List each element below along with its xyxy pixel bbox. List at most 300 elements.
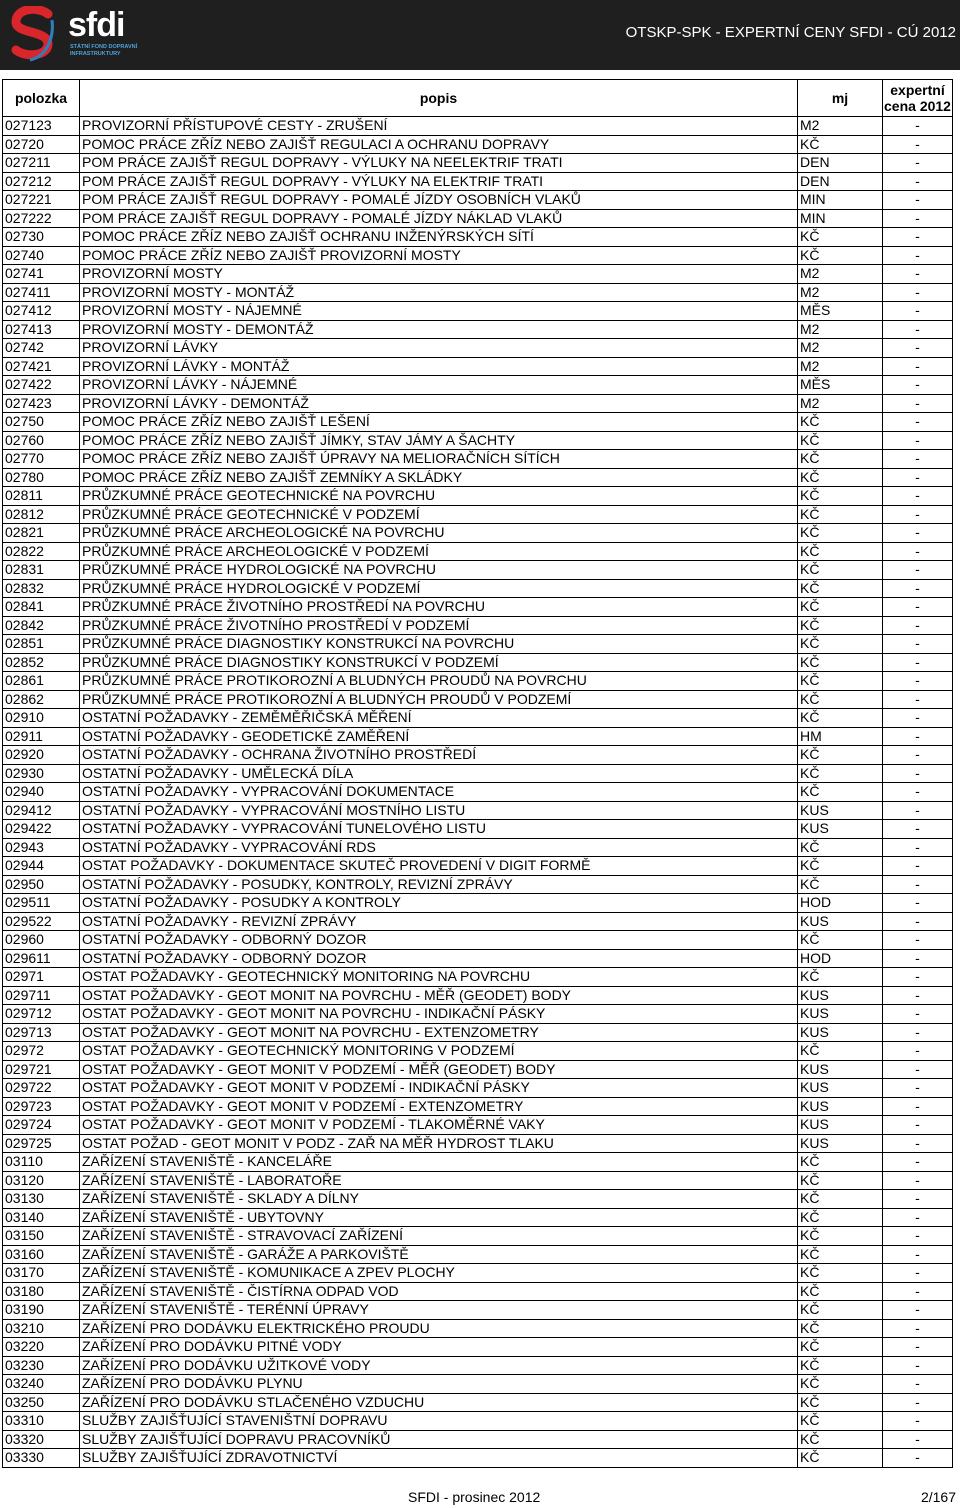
cell-mj: KČ bbox=[798, 1338, 883, 1357]
cell-mj: KČ bbox=[798, 709, 883, 728]
cell-polozka: 03110 bbox=[3, 1153, 80, 1172]
cell-mj: M2 bbox=[798, 283, 883, 302]
table-row bbox=[3, 357, 953, 376]
sfdi-logo bbox=[8, 6, 158, 64]
cell-mj: HOD bbox=[798, 949, 883, 968]
cell-popis: OSTATNÍ POŽADAVKY - POSUDKY, KONTROLY, REVIZNÍ ZPRÁVY bbox=[80, 875, 798, 894]
column-header-mj: mj bbox=[798, 80, 883, 117]
cell-mj: KČ bbox=[798, 635, 883, 654]
cell-popis: SLUŽBY ZAJIŠŤUJÍCÍ STAVENIŠTNÍ DOPRAVU bbox=[80, 1412, 798, 1431]
cell-polozka: 027123 bbox=[3, 117, 80, 136]
cell-mj: KČ bbox=[798, 246, 883, 265]
cell-popis: PRŮZKUMNÉ PRÁCE ŽIVOTNÍHO PROSTŘEDÍ V PODZEMÍ bbox=[80, 616, 798, 635]
cell-polozka: 03250 bbox=[3, 1393, 80, 1412]
cell-mj: KČ bbox=[798, 690, 883, 709]
cell-mj: KČ bbox=[798, 1430, 883, 1449]
cell-price: - bbox=[883, 1245, 953, 1264]
cell-price: - bbox=[883, 1227, 953, 1246]
column-header-popis: popis bbox=[80, 80, 798, 117]
cell-price: - bbox=[883, 228, 953, 247]
cell-mj: M2 bbox=[798, 320, 883, 339]
cell-polozka: 02852 bbox=[3, 653, 80, 672]
table-row bbox=[3, 857, 953, 876]
cell-polozka: 02811 bbox=[3, 487, 80, 506]
cell-price: - bbox=[883, 1190, 953, 1209]
cell-price: - bbox=[883, 820, 953, 839]
cell-popis: PRŮZKUMNÉ PRÁCE ŽIVOTNÍHO PROSTŘEDÍ NA POVRCHU bbox=[80, 598, 798, 617]
table-row bbox=[3, 283, 953, 302]
cell-polozka: 02950 bbox=[3, 875, 80, 894]
cell-polozka: 02760 bbox=[3, 431, 80, 450]
cell-mj: M2 bbox=[798, 394, 883, 413]
cell-popis: PRŮZKUMNÉ PRÁCE DIAGNOSTIKY KONSTRUKCÍ NA POVRCHU bbox=[80, 635, 798, 654]
table-row bbox=[3, 1319, 953, 1338]
cell-polozka: 027412 bbox=[3, 302, 80, 321]
cell-price: - bbox=[883, 339, 953, 358]
cell-popis: PRŮZKUMNÉ PRÁCE HYDROLOGICKÉ V PODZEMÍ bbox=[80, 579, 798, 598]
cell-polozka: 02831 bbox=[3, 561, 80, 580]
table-row bbox=[3, 1356, 953, 1375]
cell-mj: M2 bbox=[798, 117, 883, 136]
cell-price: - bbox=[883, 598, 953, 617]
table-row bbox=[3, 1430, 953, 1449]
cell-price: - bbox=[883, 1023, 953, 1042]
table-row bbox=[3, 135, 953, 154]
cell-popis: ZAŘÍZENÍ PRO DODÁVKU ELEKTRICKÉHO PROUDU bbox=[80, 1319, 798, 1338]
cell-popis: SLUŽBY ZAJIŠŤUJÍCÍ DOPRAVU PRACOVNÍKŮ bbox=[80, 1430, 798, 1449]
cell-popis: PRŮZKUMNÉ PRÁCE GEOTECHNICKÉ NA POVRCHU bbox=[80, 487, 798, 506]
cell-mj: KČ bbox=[798, 561, 883, 580]
cell-mj: KČ bbox=[798, 135, 883, 154]
cell-price: - bbox=[883, 801, 953, 820]
cell-popis: OSTATNÍ POŽADAVKY - VYPRACOVÁNÍ DOKUMENTACE bbox=[80, 783, 798, 802]
cell-mj: KČ bbox=[798, 1375, 883, 1394]
table-row bbox=[3, 801, 953, 820]
table-row bbox=[3, 764, 953, 783]
price-table bbox=[2, 79, 953, 1468]
table-row bbox=[3, 191, 953, 210]
cell-polozka: 03150 bbox=[3, 1227, 80, 1246]
cell-popis: OSTAT POŽADAVKY - GEOT MONIT V PODZEMÍ - EXTENZOMETRY bbox=[80, 1097, 798, 1116]
table-row bbox=[3, 265, 953, 284]
cell-popis: OSTAT POŽADAVKY - GEOT MONIT NA POVRCHU - EXTENZOMETRY bbox=[80, 1023, 798, 1042]
cell-price: - bbox=[883, 616, 953, 635]
cell-popis: PROVIZORNÍ MOSTY - DEMONTÁŽ bbox=[80, 320, 798, 339]
cell-popis: ZAŘÍZENÍ STAVENIŠTĚ - UBYTOVNY bbox=[80, 1208, 798, 1227]
cell-price: - bbox=[883, 1134, 953, 1153]
cell-polozka: 02911 bbox=[3, 727, 80, 746]
cell-popis: PRŮZKUMNÉ PRÁCE PROTIKOROZNÍ A BLUDNÝCH PROUDŮ V PODZEMÍ bbox=[80, 690, 798, 709]
cell-mj: KUS bbox=[798, 1079, 883, 1098]
cell-polozka: 02742 bbox=[3, 339, 80, 358]
cell-mj: KUS bbox=[798, 1097, 883, 1116]
cell-polozka: 02943 bbox=[3, 838, 80, 857]
cell-price: - bbox=[883, 320, 953, 339]
cell-polozka: 02841 bbox=[3, 598, 80, 617]
cell-popis: POM PRÁCE ZAJIŠŤ REGUL DOPRAVY - POMALÉ JÍZDY OSOBNÍCH VLAKŮ bbox=[80, 191, 798, 210]
table-row bbox=[3, 635, 953, 654]
cell-price: - bbox=[883, 524, 953, 543]
footer-label: SFDI - prosinec 2012 bbox=[408, 1489, 541, 1505]
cell-mj: M2 bbox=[798, 339, 883, 358]
table-row bbox=[3, 1245, 953, 1264]
cell-polozka: 02780 bbox=[3, 468, 80, 487]
cell-polozka: 027221 bbox=[3, 191, 80, 210]
cell-popis: POM PRÁCE ZAJIŠŤ REGUL DOPRAVY - VÝLUKY NA ELEKTRIF TRATI bbox=[80, 172, 798, 191]
table-row bbox=[3, 1079, 953, 1098]
table-row bbox=[3, 413, 953, 432]
cell-popis: OSTAT POŽADAVKY - GEOTECHNICKÝ MONITORING NA POVRCHU bbox=[80, 968, 798, 987]
table-row bbox=[3, 431, 953, 450]
cell-mj: KČ bbox=[798, 505, 883, 524]
cell-price: - bbox=[883, 1153, 953, 1172]
cell-popis: POMOC PRÁCE ZŘÍZ NEBO ZAJIŠŤ ZEMNÍKY A SKLÁDKY bbox=[80, 468, 798, 487]
cell-popis: PROVIZORNÍ LÁVKY - MONTÁŽ bbox=[80, 357, 798, 376]
cell-price: - bbox=[883, 1319, 953, 1338]
cell-mj: HM bbox=[798, 727, 883, 746]
cell-mj: KČ bbox=[798, 1190, 883, 1209]
cell-mj: KČ bbox=[798, 1153, 883, 1172]
cell-polozka: 03130 bbox=[3, 1190, 80, 1209]
cell-popis: POMOC PRÁCE ZŘÍZ NEBO ZAJIŠŤ OCHRANU INŽENÝRSKÝCH SÍTÍ bbox=[80, 228, 798, 247]
cell-popis: OSTATNÍ POŽADAVKY - ODBORNÝ DOZOR bbox=[80, 949, 798, 968]
cell-polozka: 02821 bbox=[3, 524, 80, 543]
cell-popis: OSTATNÍ POŽADAVKY - GEODETICKÉ ZAMĚŘENÍ bbox=[80, 727, 798, 746]
cell-mj: KČ bbox=[798, 1282, 883, 1301]
cell-popis: PRŮZKUMNÉ PRÁCE PROTIKOROZNÍ A BLUDNÝCH PROUDŮ NA POVRCHU bbox=[80, 672, 798, 691]
table-row bbox=[3, 653, 953, 672]
table-row bbox=[3, 394, 953, 413]
cell-price: - bbox=[883, 1393, 953, 1412]
cell-polozka: 029422 bbox=[3, 820, 80, 839]
cell-popis: PROVIZORNÍ MOSTY - NÁJEMNÉ bbox=[80, 302, 798, 321]
cell-price: - bbox=[883, 838, 953, 857]
cell-price: - bbox=[883, 1097, 953, 1116]
cell-mj: KČ bbox=[798, 838, 883, 857]
cell-price: - bbox=[883, 968, 953, 987]
cell-price: - bbox=[883, 431, 953, 450]
cell-price: - bbox=[883, 376, 953, 395]
cell-price: - bbox=[883, 1116, 953, 1135]
cell-mj: KČ bbox=[798, 1208, 883, 1227]
cell-polozka: 02944 bbox=[3, 857, 80, 876]
cell-popis: PRŮZKUMNÉ PRÁCE DIAGNOSTIKY KONSTRUKCÍ V PODZEMÍ bbox=[80, 653, 798, 672]
table-row bbox=[3, 783, 953, 802]
cell-price: - bbox=[883, 542, 953, 561]
cell-popis: POM PRÁCE ZAJIŠŤ REGUL DOPRAVY - POMALÉ JÍZDY NÁKLAD VLAKŮ bbox=[80, 209, 798, 228]
table-row bbox=[3, 1264, 953, 1283]
cell-polozka: 029721 bbox=[3, 1060, 80, 1079]
cell-price: - bbox=[883, 857, 953, 876]
cell-price: - bbox=[883, 468, 953, 487]
cell-polozka: 027413 bbox=[3, 320, 80, 339]
cell-popis: OSTAT POŽADAVKY - GEOT MONIT NA POVRCHU - MĚŘ (GEODET) BODY bbox=[80, 986, 798, 1005]
cell-mj: KČ bbox=[798, 431, 883, 450]
cell-mj: KČ bbox=[798, 653, 883, 672]
cell-polozka: 03310 bbox=[3, 1412, 80, 1431]
cell-mj: KČ bbox=[798, 524, 883, 543]
cell-price: - bbox=[883, 986, 953, 1005]
table-row bbox=[3, 1227, 953, 1246]
cell-price: - bbox=[883, 1375, 953, 1394]
table-row bbox=[3, 709, 953, 728]
cell-mj: KČ bbox=[798, 875, 883, 894]
table-body bbox=[3, 117, 953, 1468]
cell-popis: ZAŘÍZENÍ STAVENIŠTĚ - LABORATOŘE bbox=[80, 1171, 798, 1190]
table-row bbox=[3, 931, 953, 950]
cell-polozka: 027423 bbox=[3, 394, 80, 413]
table-row bbox=[3, 1412, 953, 1431]
table-row bbox=[3, 579, 953, 598]
cell-popis: OSTATNÍ POŽADAVKY - VYPRACOVÁNÍ RDS bbox=[80, 838, 798, 857]
table-row bbox=[3, 949, 953, 968]
cell-price: - bbox=[883, 1208, 953, 1227]
cell-price: - bbox=[883, 783, 953, 802]
cell-polozka: 02730 bbox=[3, 228, 80, 247]
cell-mj: DEN bbox=[798, 154, 883, 173]
cell-popis: PROVIZORNÍ PŘÍSTUPOVÉ CESTY - ZRUŠENÍ bbox=[80, 117, 798, 136]
cell-polozka: 02910 bbox=[3, 709, 80, 728]
cell-mj: KUS bbox=[798, 912, 883, 931]
table-row bbox=[3, 339, 953, 358]
cell-polozka: 02741 bbox=[3, 265, 80, 284]
cell-polozka: 027211 bbox=[3, 154, 80, 173]
cell-popis: OSTAT POŽADAVKY - GEOTECHNICKÝ MONITORING V PODZEMÍ bbox=[80, 1042, 798, 1061]
cell-mj: KČ bbox=[798, 1412, 883, 1431]
cell-mj: DEN bbox=[798, 172, 883, 191]
table-row bbox=[3, 1301, 953, 1320]
cell-polozka: 02770 bbox=[3, 450, 80, 469]
cell-mj: KČ bbox=[798, 1319, 883, 1338]
table-row bbox=[3, 209, 953, 228]
cell-popis: OSTATNÍ POŽADAVKY - REVIZNÍ ZPRÁVY bbox=[80, 912, 798, 931]
table-row bbox=[3, 542, 953, 561]
cell-popis: SLUŽBY ZAJIŠŤUJÍCÍ ZDRAVOTNICTVÍ bbox=[80, 1449, 798, 1468]
cell-polozka: 029522 bbox=[3, 912, 80, 931]
cell-mj: KČ bbox=[798, 672, 883, 691]
cell-price: - bbox=[883, 709, 953, 728]
column-header-polozka: polozka bbox=[3, 80, 80, 117]
cell-mj: KČ bbox=[798, 783, 883, 802]
table-row bbox=[3, 450, 953, 469]
cell-price: - bbox=[883, 1449, 953, 1468]
table-row bbox=[3, 561, 953, 580]
cell-price: - bbox=[883, 690, 953, 709]
table-row bbox=[3, 302, 953, 321]
cell-price: - bbox=[883, 894, 953, 913]
cell-polozka: 02842 bbox=[3, 616, 80, 635]
cell-polozka: 027421 bbox=[3, 357, 80, 376]
cell-mj: KUS bbox=[798, 1023, 883, 1042]
cell-polozka: 029412 bbox=[3, 801, 80, 820]
table-row bbox=[3, 246, 953, 265]
cell-price: - bbox=[883, 949, 953, 968]
cell-mj: KČ bbox=[798, 857, 883, 876]
cell-popis: POM PRÁCE ZAJIŠŤ REGUL DOPRAVY - VÝLUKY NA NEELEKTRIF TRATI bbox=[80, 154, 798, 173]
cell-polozka: 02720 bbox=[3, 135, 80, 154]
cell-popis: OSTAT POŽADAVKY - GEOT MONIT V PODZEMÍ - TLAKOMĚRNÉ VAKY bbox=[80, 1116, 798, 1135]
cell-popis: OSTATNÍ POŽADAVKY - OCHRANA ŽIVOTNÍHO PROSTŘEDÍ bbox=[80, 746, 798, 765]
cell-popis: ZAŘÍZENÍ PRO DODÁVKU PITNÉ VODY bbox=[80, 1338, 798, 1357]
cell-price: - bbox=[883, 209, 953, 228]
cell-price: - bbox=[883, 931, 953, 950]
cell-polozka: 029712 bbox=[3, 1005, 80, 1024]
table-row bbox=[3, 875, 953, 894]
table-header-row bbox=[3, 80, 953, 117]
cell-mj: MIN bbox=[798, 191, 883, 210]
cell-polozka: 02822 bbox=[3, 542, 80, 561]
cell-price: - bbox=[883, 764, 953, 783]
cell-mj: KČ bbox=[798, 413, 883, 432]
cell-price: - bbox=[883, 579, 953, 598]
cell-popis: OSTAT POŽADAVKY - GEOT MONIT V PODZEMÍ - MĚŘ (GEODET) BODY bbox=[80, 1060, 798, 1079]
cell-mj: KČ bbox=[798, 468, 883, 487]
cell-polozka: 029722 bbox=[3, 1079, 80, 1098]
table-row bbox=[3, 1116, 953, 1135]
cell-price: - bbox=[883, 1282, 953, 1301]
cell-mj: KUS bbox=[798, 1005, 883, 1024]
table-row bbox=[3, 894, 953, 913]
cell-mj: MIN bbox=[798, 209, 883, 228]
cell-polozka: 027212 bbox=[3, 172, 80, 191]
table-row bbox=[3, 986, 953, 1005]
cell-polozka: 029611 bbox=[3, 949, 80, 968]
cell-price: - bbox=[883, 635, 953, 654]
cell-polozka: 029713 bbox=[3, 1023, 80, 1042]
cell-polozka: 02972 bbox=[3, 1042, 80, 1061]
cell-polozka: 027422 bbox=[3, 376, 80, 395]
cell-price: - bbox=[883, 394, 953, 413]
cell-price: - bbox=[883, 1171, 953, 1190]
table-row bbox=[3, 320, 953, 339]
cell-mj: KUS bbox=[798, 1116, 883, 1135]
cell-price: - bbox=[883, 265, 953, 284]
cell-polozka: 02861 bbox=[3, 672, 80, 691]
sfdi-logo-icon bbox=[8, 6, 60, 62]
cell-popis: ZAŘÍZENÍ STAVENIŠTĚ - ČISTÍRNA ODPAD VOD bbox=[80, 1282, 798, 1301]
cell-mj: KČ bbox=[798, 746, 883, 765]
cell-price: - bbox=[883, 302, 953, 321]
logo-subtitle: STÁTNÍ FOND DOPRAVNÍ INFRASTRUKTURY bbox=[70, 44, 138, 57]
cell-polozka: 029711 bbox=[3, 986, 80, 1005]
cell-polozka: 03330 bbox=[3, 1449, 80, 1468]
cell-price: - bbox=[883, 135, 953, 154]
cell-polozka: 03230 bbox=[3, 1356, 80, 1375]
cell-polozka: 03220 bbox=[3, 1338, 80, 1357]
cell-polozka: 02862 bbox=[3, 690, 80, 709]
table-row bbox=[3, 172, 953, 191]
table-row bbox=[3, 727, 953, 746]
table-row bbox=[3, 1060, 953, 1079]
logo-name: sfdi bbox=[68, 6, 125, 44]
cell-price: - bbox=[883, 727, 953, 746]
cell-polozka: 03320 bbox=[3, 1430, 80, 1449]
table-row bbox=[3, 376, 953, 395]
cell-popis: POMOC PRÁCE ZŘÍZ NEBO ZAJIŠŤ ÚPRAVY NA MELIORAČNÍCH SÍTÍCH bbox=[80, 450, 798, 469]
cell-polozka: 02851 bbox=[3, 635, 80, 654]
cell-price: - bbox=[883, 154, 953, 173]
cell-price: - bbox=[883, 246, 953, 265]
cell-popis: OSTAT POŽAD - GEOT MONIT V PODZ - ZAŘ NA MĚŘ HYDROST TLAKU bbox=[80, 1134, 798, 1153]
cell-mj: KUS bbox=[798, 1060, 883, 1079]
table-row bbox=[3, 1282, 953, 1301]
cell-polozka: 03190 bbox=[3, 1301, 80, 1320]
cell-mj: KČ bbox=[798, 1227, 883, 1246]
cell-popis: PROVIZORNÍ LÁVKY - NÁJEMNÉ bbox=[80, 376, 798, 395]
cell-price: - bbox=[883, 357, 953, 376]
cell-polozka: 027222 bbox=[3, 209, 80, 228]
page-number: 2/167 bbox=[920, 1489, 956, 1505]
cell-price: - bbox=[883, 117, 953, 136]
table-row bbox=[3, 746, 953, 765]
cell-polozka: 02940 bbox=[3, 783, 80, 802]
cell-popis: POMOC PRÁCE ZŘÍZ NEBO ZAJIŠŤ REGULACI A OCHRANU DOPRAVY bbox=[80, 135, 798, 154]
cell-mj: KČ bbox=[798, 450, 883, 469]
cell-polozka: 03180 bbox=[3, 1282, 80, 1301]
cell-polozka: 029723 bbox=[3, 1097, 80, 1116]
table-row bbox=[3, 1097, 953, 1116]
cell-mj: KČ bbox=[798, 598, 883, 617]
cell-polozka: 02971 bbox=[3, 968, 80, 987]
cell-popis: PROVIZORNÍ MOSTY - MONTÁŽ bbox=[80, 283, 798, 302]
cell-popis: OSTAT POŽADAVKY - DOKUMENTACE SKUTEČ PROVEDENÍ V DIGIT FORMĚ bbox=[80, 857, 798, 876]
table-row bbox=[3, 117, 953, 136]
table-row bbox=[3, 1171, 953, 1190]
cell-polozka: 03240 bbox=[3, 1375, 80, 1394]
page-header bbox=[0, 0, 960, 70]
cell-popis: OSTAT POŽADAVKY - GEOT MONIT NA POVRCHU - INDIKAČNÍ PÁSKY bbox=[80, 1005, 798, 1024]
table-row bbox=[3, 228, 953, 247]
cell-polozka: 02832 bbox=[3, 579, 80, 598]
cell-popis: PRŮZKUMNÉ PRÁCE ARCHEOLOGICKÉ V PODZEMÍ bbox=[80, 542, 798, 561]
table-row bbox=[3, 1338, 953, 1357]
cell-polozka: 03170 bbox=[3, 1264, 80, 1283]
cell-mj: KČ bbox=[798, 1301, 883, 1320]
cell-mj: KČ bbox=[798, 616, 883, 635]
cell-popis: PRŮZKUMNÉ PRÁCE HYDROLOGICKÉ NA POVRCHU bbox=[80, 561, 798, 580]
cell-polozka: 02960 bbox=[3, 931, 80, 950]
cell-price: - bbox=[883, 1430, 953, 1449]
document-title: OTSKP-SPK - EXPERTNÍ CENY SFDI - CÚ 2012 bbox=[625, 24, 956, 41]
cell-mj: KČ bbox=[798, 1264, 883, 1283]
cell-mj: KČ bbox=[798, 764, 883, 783]
cell-popis: OSTATNÍ POŽADAVKY - ODBORNÝ DOZOR bbox=[80, 931, 798, 950]
cell-popis: POMOC PRÁCE ZŘÍZ NEBO ZAJIŠŤ LEŠENÍ bbox=[80, 413, 798, 432]
cell-popis: ZAŘÍZENÍ PRO DODÁVKU PLYNU bbox=[80, 1375, 798, 1394]
cell-polozka: 03210 bbox=[3, 1319, 80, 1338]
cell-popis: PRŮZKUMNÉ PRÁCE GEOTECHNICKÉ V PODZEMÍ bbox=[80, 505, 798, 524]
cell-polozka: 02750 bbox=[3, 413, 80, 432]
cell-mj: KUS bbox=[798, 801, 883, 820]
table-row bbox=[3, 598, 953, 617]
cell-popis: POMOC PRÁCE ZŘÍZ NEBO ZAJIŠŤ JÍMKY, STAV JÁMY A ŠACHTY bbox=[80, 431, 798, 450]
table-row bbox=[3, 1208, 953, 1227]
table-row bbox=[3, 1449, 953, 1468]
cell-price: - bbox=[883, 1412, 953, 1431]
table-row bbox=[3, 1023, 953, 1042]
cell-price: - bbox=[883, 875, 953, 894]
cell-mj: KČ bbox=[798, 579, 883, 598]
table-row bbox=[3, 154, 953, 173]
cell-popis: ZAŘÍZENÍ STAVENIŠTĚ - KOMUNIKACE A ZPEV PLOCHY bbox=[80, 1264, 798, 1283]
cell-polozka: 029725 bbox=[3, 1134, 80, 1153]
column-header-price: expertní cena 2012 bbox=[883, 80, 953, 117]
cell-price: - bbox=[883, 1338, 953, 1357]
table-row bbox=[3, 1190, 953, 1209]
table-row bbox=[3, 968, 953, 987]
cell-popis: PROVIZORNÍ LÁVKY - DEMONTÁŽ bbox=[80, 394, 798, 413]
table-row bbox=[3, 616, 953, 635]
